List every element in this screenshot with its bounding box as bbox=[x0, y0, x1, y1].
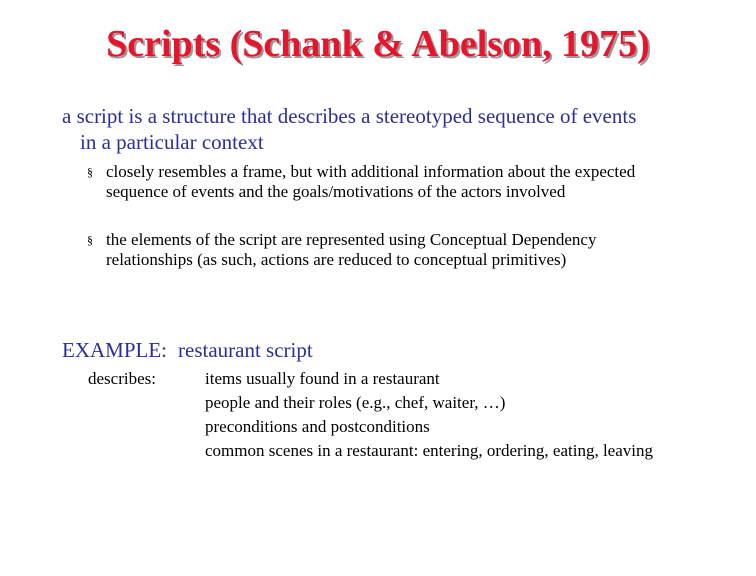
definition-line-1: a script is a structure that describes a stereotyped sequence of events bbox=[62, 104, 637, 128]
bullet-text-line-2: sequence of events and the goals/motivations of the actors involved bbox=[106, 182, 566, 201]
example-label: EXAMPLE: bbox=[62, 338, 167, 362]
script-definition bbox=[62, 103, 636, 155]
list-item: common scenes in a restaurant: entering, ordering, eating, leaving bbox=[205, 441, 653, 460]
bullet-text-line-1: the elements of the script are represented using Conceptual Dependency bbox=[106, 230, 597, 249]
example-heading bbox=[62, 337, 313, 363]
definition-line-2: in a particular context bbox=[80, 130, 264, 154]
describes-list bbox=[205, 367, 653, 463]
bullet-text-line-2: relationships (as such, actions are reduced to conceptual primitives) bbox=[106, 250, 567, 269]
bullet-marker-icon: § bbox=[87, 233, 93, 247]
describes-label: describes: bbox=[88, 369, 156, 388]
list-item: preconditions and postconditions bbox=[205, 417, 430, 436]
example-value: restaurant script bbox=[178, 338, 313, 362]
bullet-frame-comparison bbox=[87, 162, 635, 202]
list-item: items usually found in a restaurant bbox=[205, 369, 440, 388]
bullet-conceptual-dependency bbox=[87, 230, 596, 270]
list-item: people and their roles (e.g., chef, waiter, …) bbox=[205, 393, 506, 412]
bullet-marker-icon: § bbox=[87, 165, 93, 179]
slide-title: Scripts (Schank & Abelson, 1975) bbox=[106, 23, 650, 65]
bullet-text-line-1: closely resembles a frame, but with additional information about the expected bbox=[106, 162, 636, 181]
